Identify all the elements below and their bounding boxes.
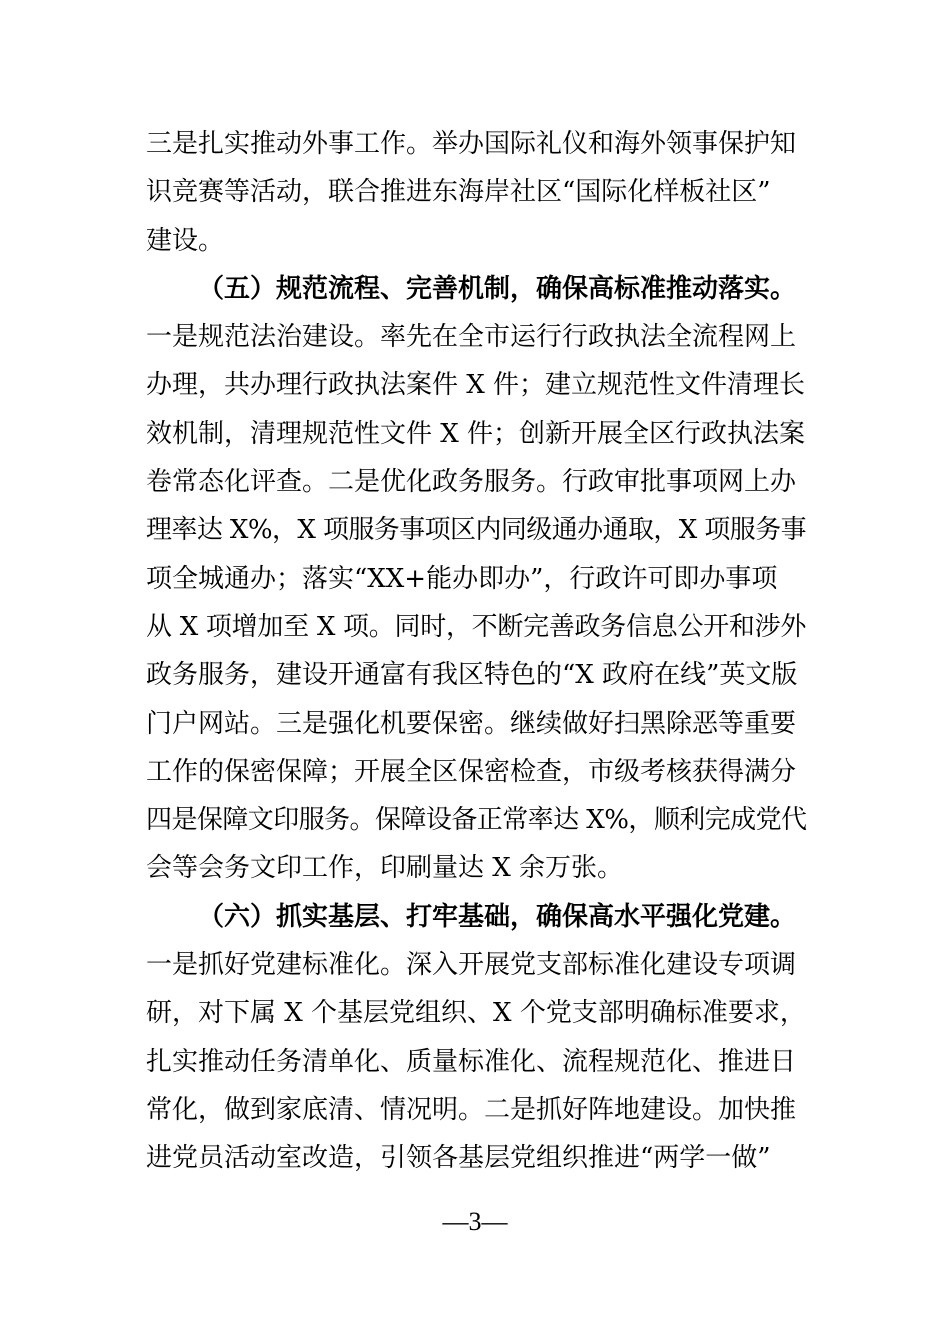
body-text-line: 卷常态化评查。二是优化政务服务。行政审批事项网上办: [146, 467, 797, 498]
document-body: [146, 120, 806, 1183]
body-text-line: 识竞赛等活动，联合推进东海岸社区“国际化样板社区”: [146, 177, 771, 208]
body-text-line: 从 X 项增加至 X 项。同时，不断完善政务信息公开和涉外: [146, 611, 807, 642]
body-text-line: 一是规范法治建设。率先在全市运行行政执法全流程网上: [146, 322, 797, 353]
body-text-line: 效机制，清理规范性文件 X 件；创新开展全区行政执法案: [146, 418, 806, 449]
body-text-line: 四是保障文印服务。保障设备正常率达 X%，顺利完成党代: [146, 805, 807, 836]
body-text-line: 办理，共办理行政执法案件 X 件；建立规范性文件清理长: [146, 370, 806, 401]
body-text-line: 会等会务文印工作，印刷量达 X 余万张。: [146, 853, 624, 884]
body-text-line: 工作的保密保障；开展全区保密检查，市级考核获得满分: [146, 756, 797, 787]
section-heading: （六）抓实基层、打牢基础，确保高水平强化党建。: [198, 901, 797, 932]
body-text-line: 三是扎实推动外事工作。举办国际礼仪和海外领事保护知: [146, 129, 797, 159]
body-text-line: 政务服务，建设开通富有我区特色的“X 政府在线”英文版: [146, 660, 798, 691]
body-text-line: 项全城通办；落实“XX+能办即办”，行政许可即办事项: [146, 563, 778, 594]
body-text-line: 建设。: [146, 225, 225, 256]
section-heading: （五）规范流程、完善机制，确保高标准推动落实。: [198, 273, 797, 304]
body-text-line: 门户网站。三是强化机要保密。继续做好扫黑除恶等重要: [146, 708, 797, 739]
page-number: —3—: [442, 1207, 508, 1236]
body-text-line: 理率达 X%，X 项服务事项区内同级通办通取，X 项服务事: [146, 515, 807, 546]
body-text-line: 扎实推动任务清单化、质量标准化、流程规范化、推进日: [146, 1046, 797, 1077]
body-text-line: 研，对下属 X 个基层党组织、X 个党支部明确标准要求，: [146, 998, 806, 1029]
body-text-line: 进党员活动室改造，引领各基层党组织推进“两学一做”: [146, 1143, 771, 1174]
body-text-line: 一是抓好党建标准化。深入开展党支部标准化建设专项调: [146, 950, 797, 981]
body-text-line: 常化，做到家底清、情况明。二是抓好阵地建设。加快推: [146, 1094, 797, 1125]
